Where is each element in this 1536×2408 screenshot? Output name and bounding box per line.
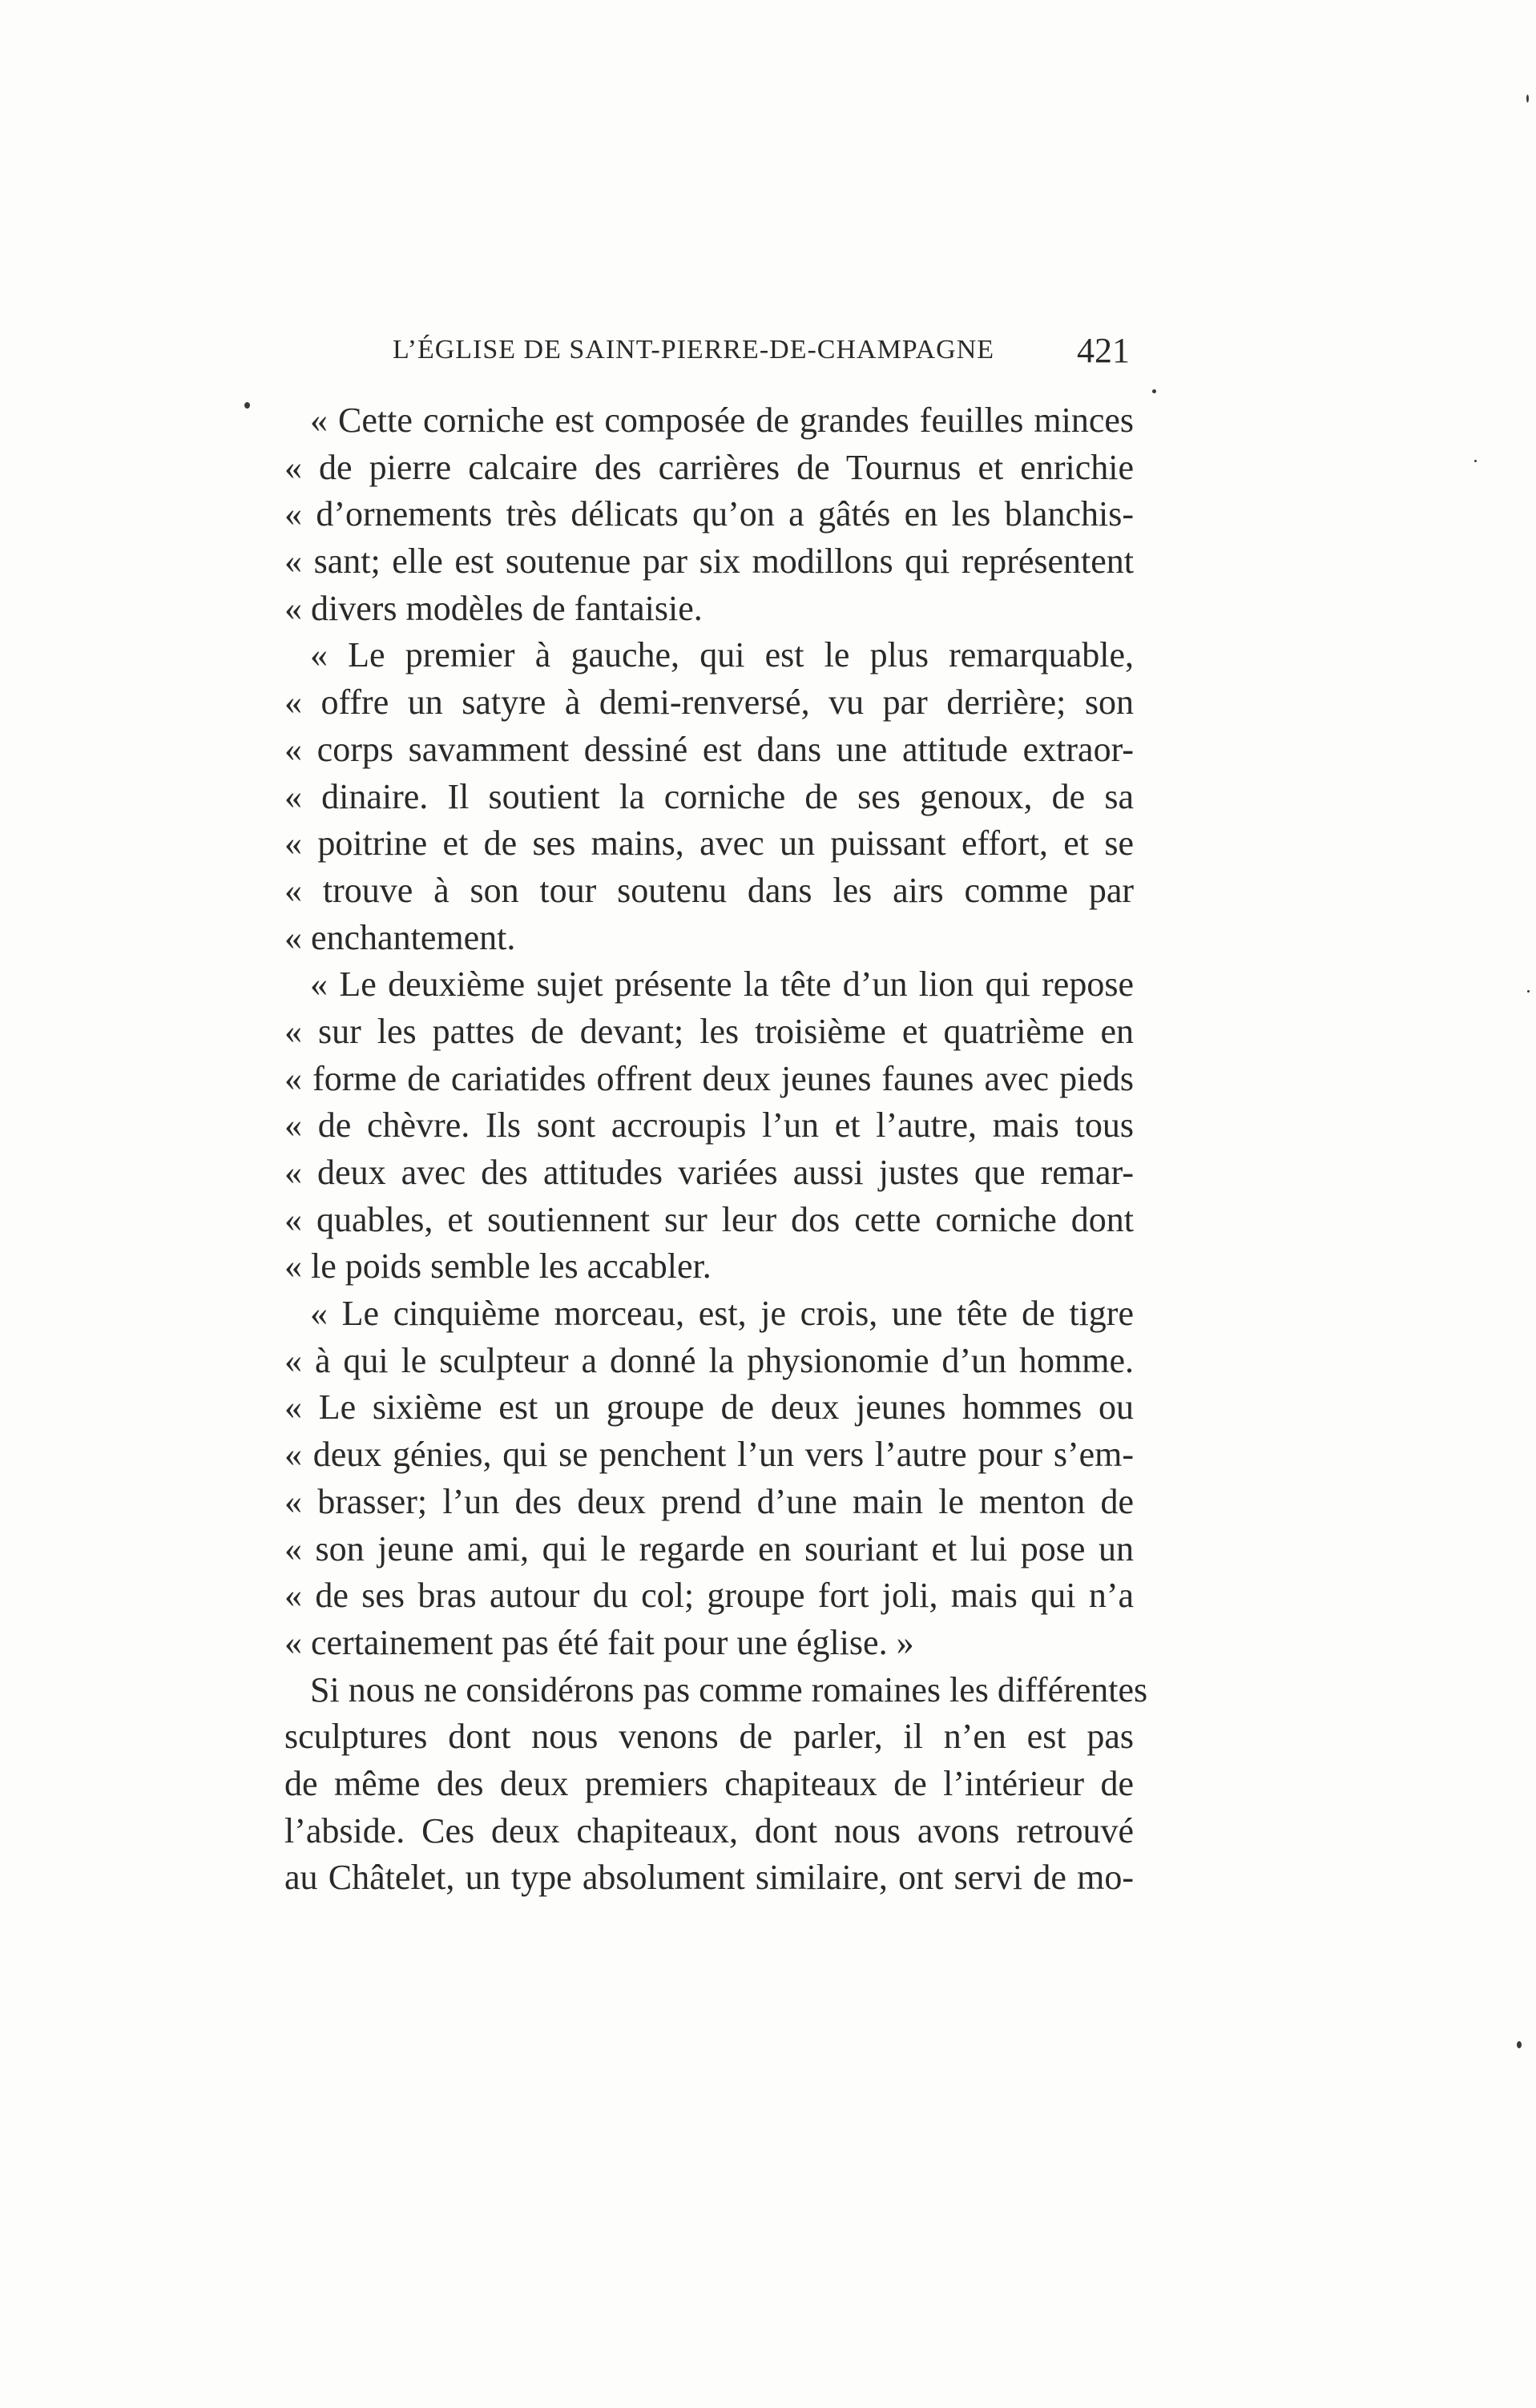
scan-speck — [1517, 2041, 1522, 2048]
text-line: « deux génies, qui se penchent l’un vers l’autre pour s’em- — [284, 1435, 1134, 1475]
text-line: « trouve à son tour soutenu dans les airs comme par — [284, 870, 1134, 910]
text-line: « Le deuxième sujet présente la tête d’un lion qui repose — [310, 964, 1134, 1005]
text-line: « divers modèles de fantaisie. — [284, 588, 703, 628]
text-line: « poitrine et de ses mains, avec un puissant effort, et se — [284, 823, 1134, 864]
text-line: « de chèvre. Ils sont accroupis l’un et l’autre, mais tous — [284, 1105, 1134, 1146]
text-line: « quables, et soutiennent sur leur dos cette corniche dont — [284, 1199, 1134, 1239]
text-line: « certainement pas été fait pour une église. » — [284, 1622, 914, 1662]
text-line: Si nous ne considérons pas comme romaines les différentes — [310, 1669, 1148, 1709]
text-line: « Le premier à gauche, qui est le plus remarquable, — [310, 635, 1134, 675]
text-line: « corps savamment dessiné est dans une attitude extraor- — [284, 729, 1134, 769]
scan-speck — [1526, 95, 1529, 103]
scan-speck — [1527, 990, 1530, 993]
text-line: « de ses bras autour du col; groupe fort joli, mais qui n’a — [284, 1576, 1134, 1616]
text-line: sculptures dont nous venons de parler, il n’en est pas — [284, 1717, 1134, 1757]
scan-speck — [244, 402, 250, 409]
text-line: « dinaire. Il soutient la corniche de ses genoux, de sa — [284, 776, 1134, 816]
text-line: « Le cinquième morceau, est, je crois, une tête de tigre — [310, 1294, 1134, 1334]
text-line: « brasser; l’un des deux prend d’une main le menton de — [284, 1481, 1134, 1521]
text-line: « son jeune ami, qui le regarde en souriant et lui pose un — [284, 1528, 1134, 1568]
text-line: « à qui le sculpteur a donné la physionomie d’un homme. — [284, 1340, 1134, 1380]
text-line: « Cette corniche est composée de grandes feuilles minces — [310, 401, 1134, 440]
text-line: au Châtelet, un type absolument similaire, ont servi de mo- — [284, 1858, 1134, 1898]
text-line: « offre un satyre à demi-renversé, vu par derrière; son — [284, 683, 1134, 723]
scan-speck — [1474, 460, 1477, 462]
text-line: l’abside. Ces deux chapiteaux, dont nous avons retrouvé — [284, 1810, 1134, 1850]
text-line: « d’ornements très délicats qu’on a gâtés en les blanchis- — [284, 494, 1134, 534]
text-line: « le poids semble les accabler. — [284, 1246, 712, 1287]
page-number: 421 — [1077, 331, 1130, 370]
text-line: « de pierre calcaire des carrières de Tournus et enrichie — [284, 447, 1134, 487]
text-line: « deux avec des attitudes variées aussi justes que remar- — [284, 1153, 1134, 1192]
text-line: de même des deux premiers chapiteaux de l’intérieur de — [284, 1763, 1134, 1803]
text-line: « forme de cariatides offrent deux jeunes faunes avec pieds — [284, 1058, 1134, 1098]
text-line: « Le sixième est un groupe de deux jeunes hommes ou — [284, 1387, 1134, 1427]
text-line: « sur les pattes de devant; les troisième et quatrième en — [284, 1011, 1134, 1051]
running-head — [393, 331, 1130, 383]
text-line: « sant; elle est soutenue par six modillons qui représentent — [284, 542, 1134, 582]
body-text — [284, 397, 1148, 1902]
text-line: « enchantement. — [284, 917, 516, 957]
running-title: L’ÉGLISE DE SAINT-PIERRE-DE-CHAMPAGNE — [393, 335, 995, 364]
scan-speck — [1152, 389, 1156, 393]
